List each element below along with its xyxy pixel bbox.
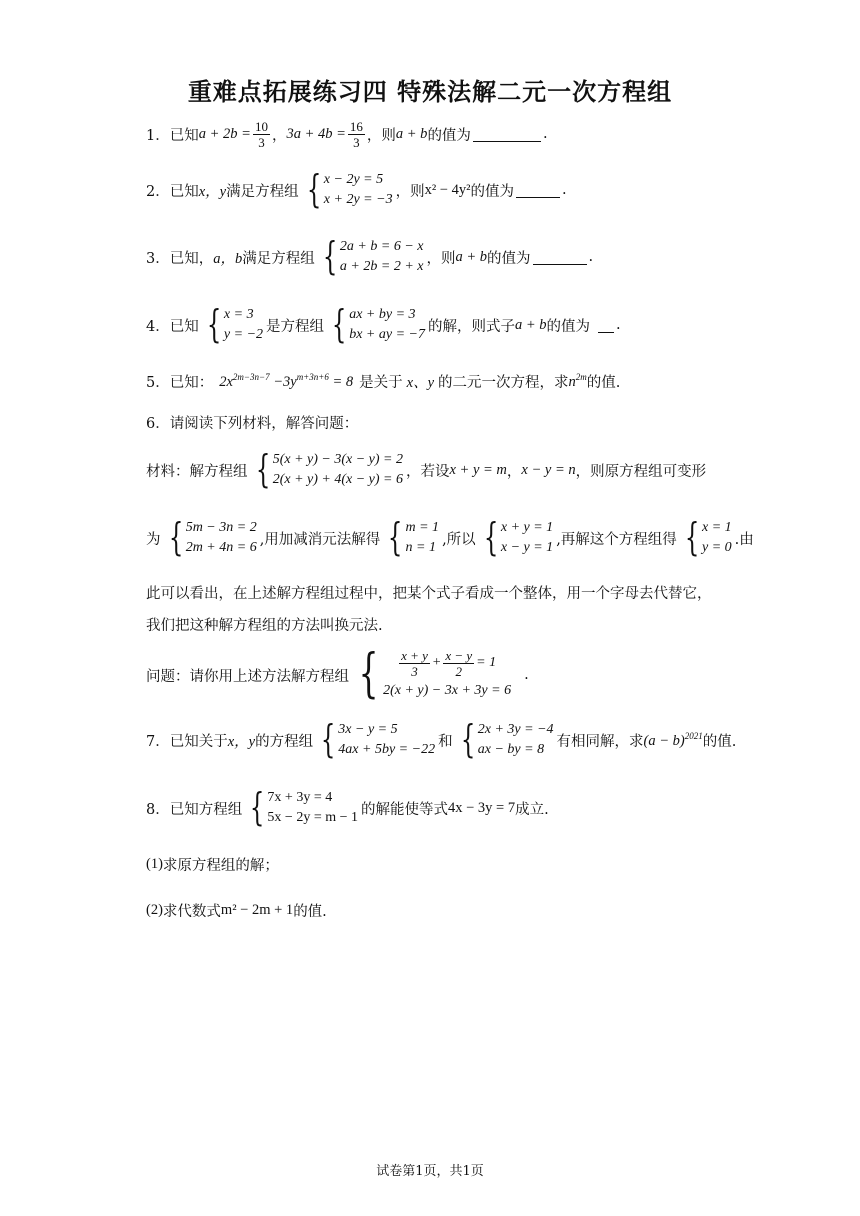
equation-system: { x = 3 y = −2 bbox=[206, 302, 264, 346]
question-7: 7． 已知关于 x，y 的方程组 { 3x − y = 5 4ax + 5by = −22 和 { 2x + 3y = −4 ax − by = 8 有相同解，求 $(a - b)^{2021}$ 的值. bbox=[146, 717, 737, 761]
equation-system: { 2a + b = 6 − x a + 2b = 2 + x bbox=[322, 234, 424, 278]
answer-blank[interactable] bbox=[516, 183, 560, 198]
answer-blank[interactable] bbox=[473, 127, 541, 142]
question-6-problem: 问题：请你用上述方法解方程组 { $\frac{x + y}{3}$ + $\frac{x - y}{2}$ = 1 2(x + y) − 3x + 3y = 6 . bbox=[146, 643, 529, 704]
material-line-1: 材料：解方程组 { 5(x + y) − 3(x − y) = 2 2(x + y) + 4(x − y) = 6 ，若设 x + y = m ， x − y = n ，则原方程组可变形 bbox=[146, 447, 707, 491]
equation-system: { ax + by = 3 bx + ay = −7 bbox=[331, 302, 425, 346]
equation-system: { $\frac{x + y}{3}$ + $\frac{x - y}{2}$ = 1 2(x + y) − 3x + 3y = 6 bbox=[358, 643, 512, 704]
answer-blank[interactable] bbox=[533, 250, 587, 265]
part-2: (2) 求代数式 m² − 2m + 1 的值. bbox=[146, 901, 327, 920]
fraction: $\frac{10}{3}$ bbox=[254, 118, 268, 150]
material-line-4: 我们把这种解方程组的方法叫换元法. bbox=[146, 617, 383, 634]
material-line-2: 为 { 5m − 3n = 2 2m + 4n = 6 ,用加减消元法解得 { m = 1 n = 1 ,所以 { x + y = 1 x − y = 1 ,再解这个方程组得 { x = 1 y = 0 .由 bbox=[146, 515, 754, 559]
equation-system: { x + y = 1 x − y = 1 bbox=[483, 515, 554, 559]
fraction: $\frac{x + y}{3}$ bbox=[401, 647, 428, 679]
equation-system: { x = 1 y = 0 bbox=[684, 515, 732, 559]
equation-system: { x − 2y = 5 x + 2y = −3 bbox=[306, 167, 393, 211]
question-2: 2． 已知 x，y 满足方程组 { x − 2y = 5 x + 2y = −3 ，则 x² − 4y² 的值为 . bbox=[146, 167, 567, 211]
equation-system: { m = 1 n = 1 bbox=[388, 515, 440, 559]
equation-system: { 2x + 3y = −4 ax − by = 8 bbox=[460, 717, 554, 761]
answer-blank[interactable] bbox=[598, 318, 614, 333]
equation-system: { 7x + 3y = 4 5x − 2y = m − 1 bbox=[250, 785, 358, 829]
equation-system: { 5m − 3n = 2 2m + 4n = 6 bbox=[168, 515, 257, 559]
fraction: $\frac{x - y}{2}$ bbox=[445, 647, 473, 679]
material-line-3: 此可以看出，在上述解方程组过程中，把某个式子看成一个整体，用一个字母去代替它， bbox=[146, 585, 712, 602]
question-1: 1． 已知 a + 2b = $\frac{10}{3}$ ， 3a + 4b = $\frac{16}{3}$ ，则 a + b 的值为 . bbox=[146, 118, 548, 150]
page-title: 重难点拓展练习四 特殊法解二元一次方程组 bbox=[187, 78, 673, 106]
equation-system: { 5(x + y) − 3(x − y) = 2 2(x + y) + 4(x − y) = 6 bbox=[255, 447, 403, 491]
equation-system: { 3x − y = 5 4ax + 5by = −22 bbox=[320, 717, 436, 761]
part-1: (1) 求原方程组的解； bbox=[146, 855, 279, 874]
fraction: $\frac{16}{3}$ bbox=[349, 118, 363, 150]
question-3: 3． 已知， a，b 满足方程组 { 2a + b = 6 − x a + 2b = 2 + x ，则 a + b 的值为 . bbox=[146, 234, 594, 278]
question-6-intro: 6． 请阅读下列材料，解答问题： bbox=[146, 415, 359, 432]
page-footer: 试卷第1页，共1页 bbox=[376, 1164, 484, 1179]
question-4: 4． 已知 { x = 3 y = −2 是方程组 { ax + by = 3 bx + ay = −7 的解，则式子 a + b 的值为 . bbox=[146, 302, 621, 346]
question-8: 8． 已知方程组 { 7x + 3y = 4 5x − 2y = m − 1 的解能使等式 4x − 3y = 7 成立. bbox=[146, 785, 549, 829]
question-5: 5． 已知： $2x^{2m-3n-7} -3y^{m+3n+6} = 8$ 是关于 x、y 的二元一次方程，求 $n^{2m}$ 的值. bbox=[146, 371, 621, 391]
